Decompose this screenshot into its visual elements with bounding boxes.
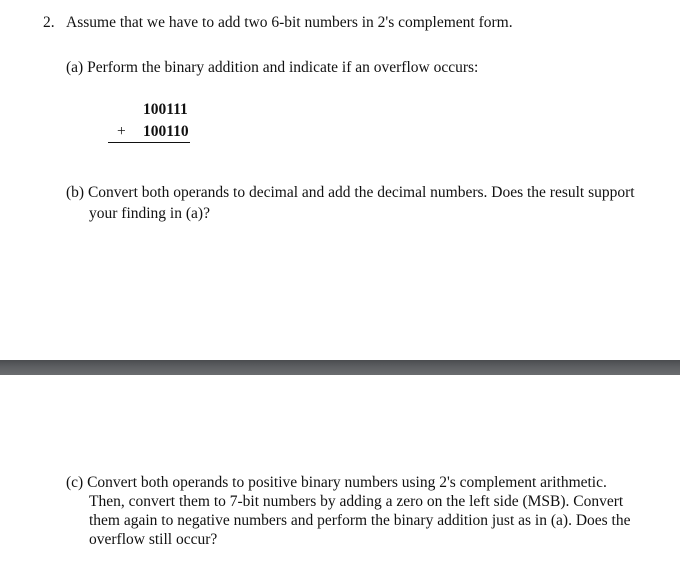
part-b-line-2: your finding in (a)? [89, 205, 210, 222]
page-divider [0, 360, 680, 375]
operand-2: 100110 [143, 123, 189, 140]
question-stem: Assume that we have to add two 6-bit numbers in 2's complement form. [66, 14, 513, 31]
operand-1: 100111 [143, 101, 188, 118]
part-c-line-1: (c) Convert both operands to positive binary numbers using 2's complement arithmetic. [66, 474, 607, 491]
part-c-line-4: overflow still occur? [89, 531, 218, 548]
part-c-line-2: Then, convert them to 7-bit numbers by adding a zero on the left side (MSB). Convert [89, 493, 624, 510]
part-c-line-3: them again to negative numbers and perform the binary addition just as in (a). Does the [89, 512, 631, 529]
part-b-line-1: (b) Convert both operands to decimal and add the decimal numbers. Does the result support [66, 184, 635, 201]
sum-underline [108, 142, 190, 143]
question-number: 2. [43, 14, 55, 31]
part-a-prompt: (a) Perform the binary addition and indicate if an overflow occurs: [66, 59, 479, 76]
plus-sign: + [117, 123, 126, 140]
